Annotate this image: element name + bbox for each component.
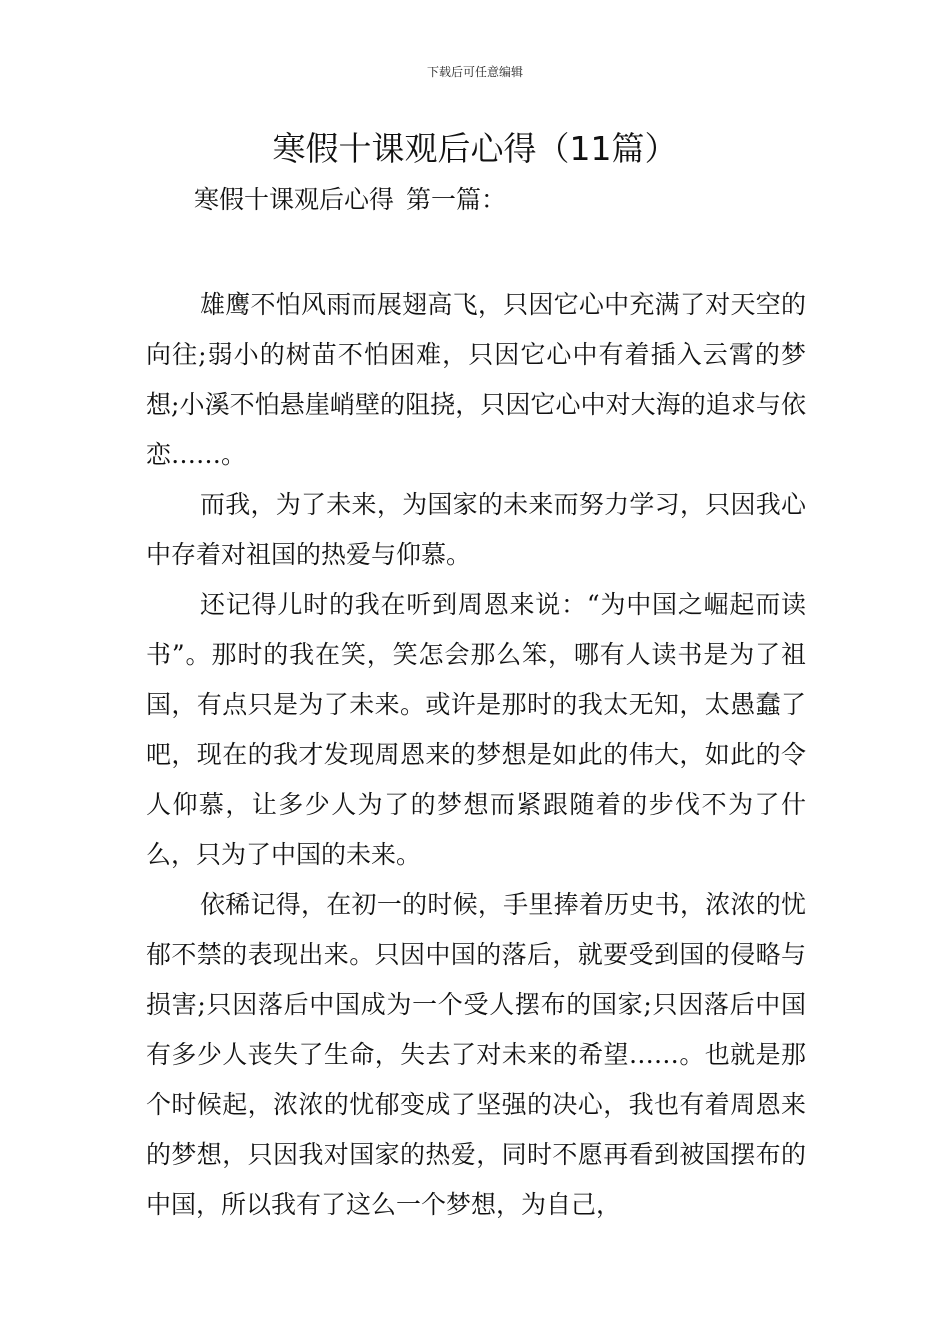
header-note: 下载后可任意编辑 [426, 65, 523, 79]
paragraph: 依稀记得，在初一的时候，手里捧着历史书，浓浓的忧郁不禁的表现出来。只因中国的落后，就要受到国的侵略与损害;只因落后中国成为一个受人摆布的国家;只因落后中国有多少人丧失了生命，失去了对未来的希望……。也就是那个时候起，浓浓的忧郁变成了坚强的决心，我也有着周恩来的梦想，只因我对国家的热爱，同时不愿再看到被国摆布的中国，所以我有了这么一个梦想，为自己， [146, 890, 806, 1219]
paragraph: 雄鹰不怕风雨而展翅高飞，只因它心中充满了对天空的向往;弱小的树苗不怕困难，只因它心中有着插入云霄的梦想;小溪不怕悬崖峭壁的阻挠，只因它心中对大海的追求与依恋……。 [146, 290, 806, 469]
document-title: 寒假十课观后心得（11篇） [272, 129, 678, 168]
paragraph: 而我，为了未来，为国家的未来而努力学习，只因我心中存着对祖国的热爱与仰慕。 [146, 490, 806, 569]
subtitle-chapter: 第一篇： [406, 185, 507, 214]
subtitle-text: 寒假十课观后心得 [194, 185, 395, 214]
document-body [146, 280, 806, 1230]
paragraph: 还记得儿时的我在听到周恩来说：“为中国之崛起而读书”。那时的我在笑，笑怎会那么笨，哪有人读书是为了祖国，有点只是为了未来。或许是那时的我太无知，太愚蠢了吧，现在的我才发现周恩来的梦想是如此的伟大，如此的令人仰慕，让多少人为了的梦想而紧跟随着的步伐不为了什么，只为了中国的未来。 [146, 590, 806, 869]
document-subtitle [194, 182, 506, 218]
